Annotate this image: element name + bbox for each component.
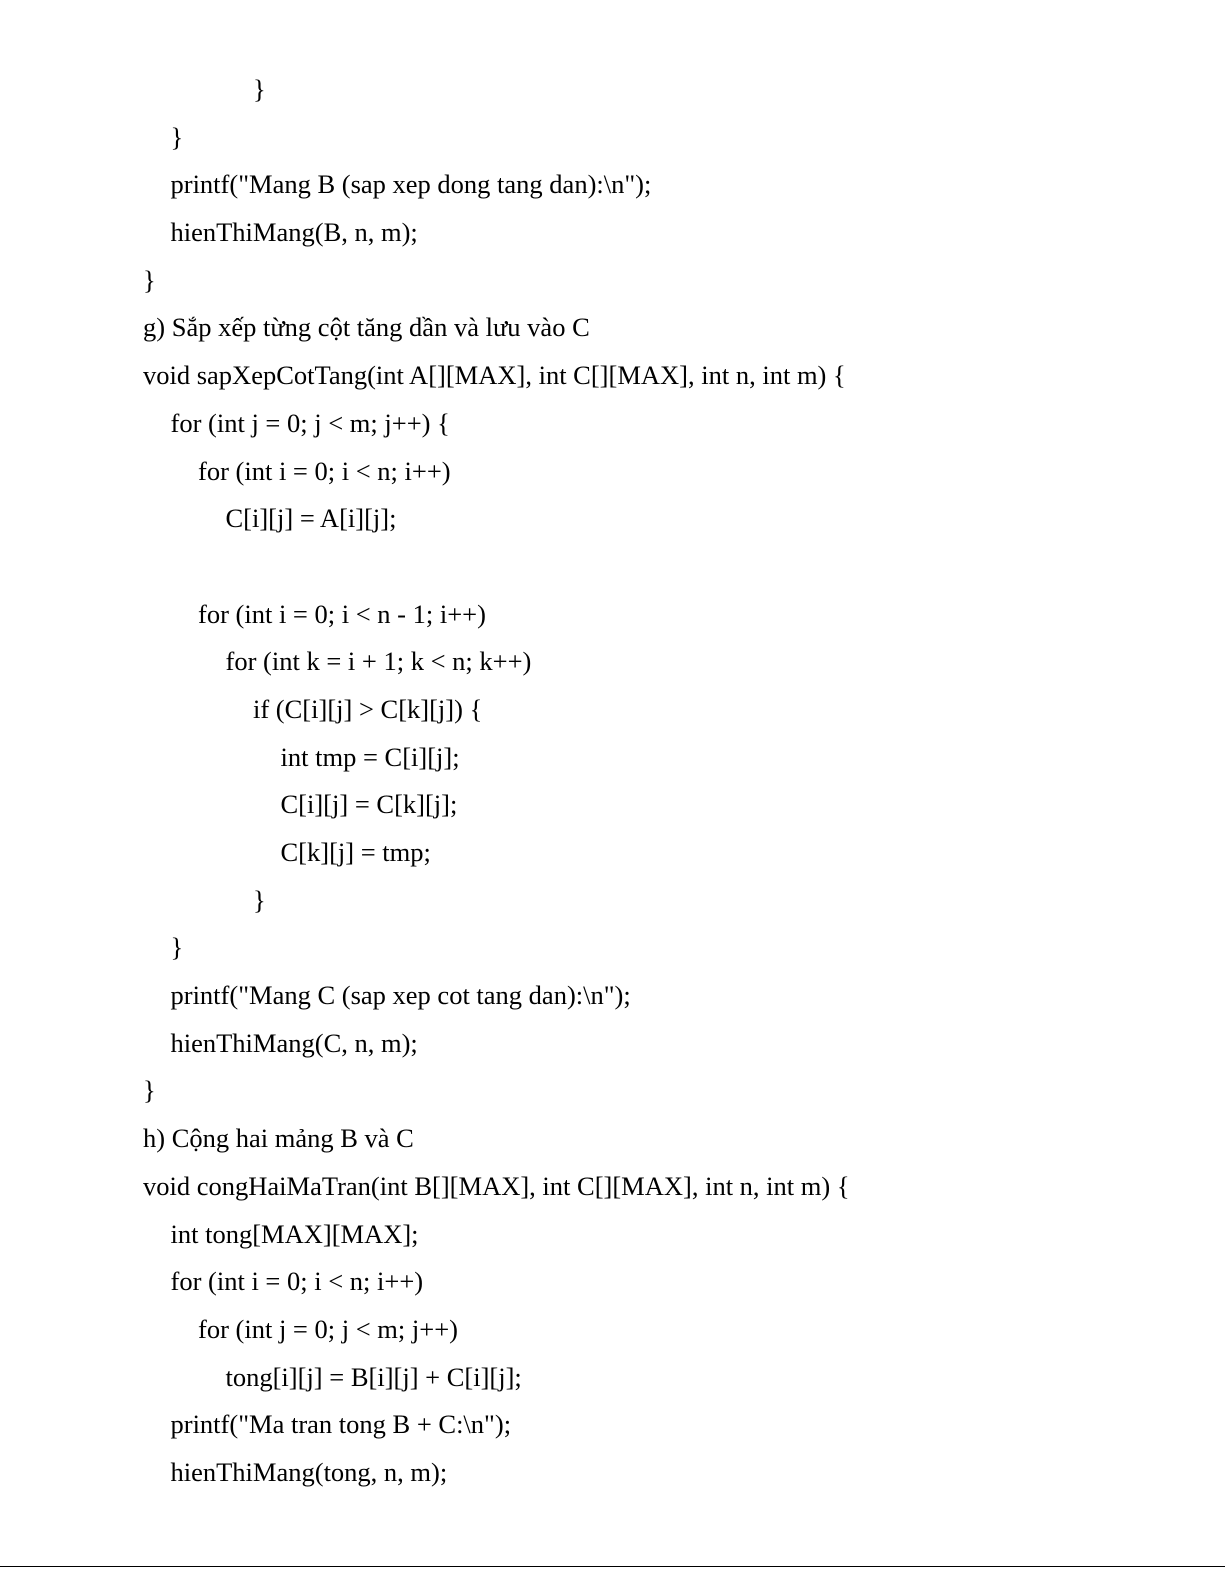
code-listing [143,66,850,1497]
function-signature-sapXepCotTang: void sapXepCotTang(int A[][MAX], int C[][MAX], int n, int m) { [143,360,846,391]
section-heading-h: h) Cộng hai mảng B và C [143,1123,414,1154]
code-line: printf("Mang B (sap xep dong tang dan):\n"); [170,169,652,200]
code-line: C[i][j] = A[i][j]; [225,503,397,534]
code-line: } [170,121,184,152]
code-line: } [143,264,156,295]
code-line: } [253,884,266,915]
page-bottom-rule [0,1566,1225,1567]
code-line: printf("Mang C (sap xep cot tang dan):\n"); [170,980,631,1011]
code-line: hienThiMang(C, n, m); [170,1027,418,1058]
code-line: for (int k = i + 1; k < n; k++) [225,646,532,677]
code-line: C[k][j] = tmp; [280,837,431,867]
section-heading-g: g) Sắp xếp từng cột tăng dần và lưu vào C [143,312,590,343]
code-line: } [253,74,266,104]
code-line: hienThiMang(B, n, m); [170,217,418,248]
code-line: int tmp = C[i][j]; [280,741,460,772]
code-line: } [170,932,184,963]
function-signature-congHaiMaTran: void congHaiMaTran(int B[][MAX], int C[][MAX], int n, int m) { [143,1170,850,1201]
code-line: C[i][j] = C[k][j]; [280,789,458,820]
code-line: for (int j = 0; j < m; j++) { [170,407,450,438]
code-line: hienThiMang(tong, n, m); [170,1456,448,1487]
code-line: if (C[i][j] > C[k][j]) { [253,693,483,724]
code-line: for (int i = 0; i < n; i++) [198,455,451,486]
code-line: int tong[MAX][MAX]; [170,1218,419,1249]
blank-line [143,543,850,591]
code-line: tong[i][j] = B[i][j] + C[i][j]; [225,1361,522,1392]
code-line: for (int i = 0; i < n; i++) [170,1266,424,1297]
code-line: for (int j = 0; j < m; j++) [198,1313,458,1344]
code-line: } [143,1075,156,1106]
code-line: printf("Ma tran tong B + C:\n"); [170,1409,512,1440]
code-line: for (int i = 0; i < n - 1; i++) [198,598,486,629]
